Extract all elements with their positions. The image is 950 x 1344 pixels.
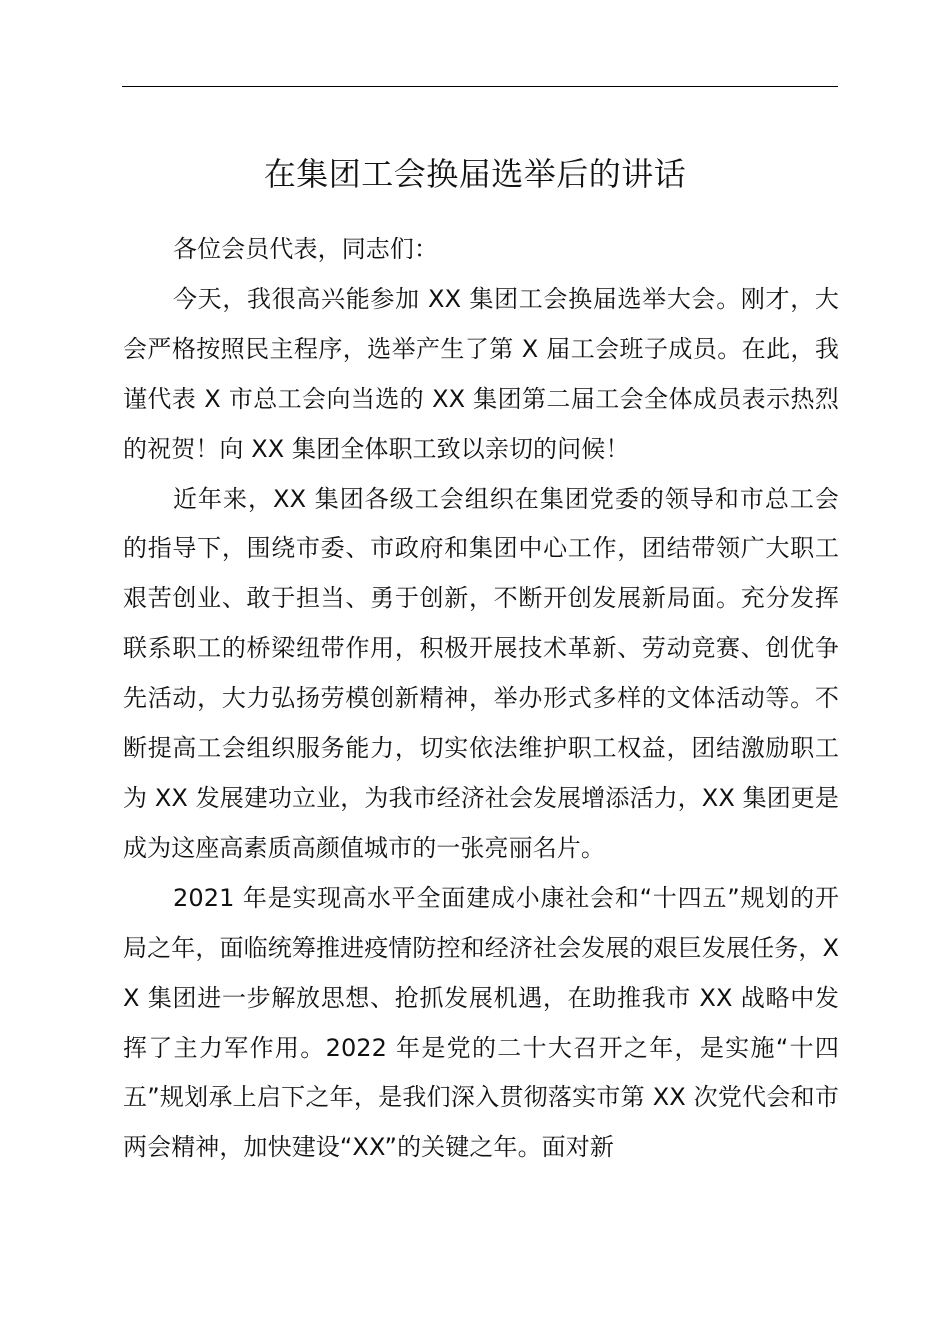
salutation-paragraph: 各位会员代表，同志们：: [173, 235, 439, 263]
body-paragraph: 2021 年是实现高水平全面建成小康社会和“十四五”规划的开局之年，面临统筹推进疫情防控和经济社会发展的艰巨发展任务，XX 集团进一步解放思想、抢抓发展机遇，在助推我市 XX 战略中发挥了主力军作用。2022 年是党的二十大召开之年，是实施“十四五”规划承上启下之年，是我们深入贯彻落实市第 XX 次党代会和市两会精神，加快建设“XX”的关键之年。面对新: [123, 883, 839, 1162]
header-rule: [122, 86, 838, 87]
document-title: 在集团工会换届选举后的讲话: [263, 155, 687, 193]
body-paragraph: 今天，我很高兴能参加 XX 集团工会换届选举大会。刚才，大会严格按照民主程序，选举产生了第 X 届工会班子成员。在此，我谨代表 X 市总工会向当选的 XX 集团第二届工会全体成员表示热烈的祝贺！向 XX 集团全体职工致以亲切的问候！: [123, 284, 839, 463]
document-body: [123, 225, 839, 1173]
body-paragraph: 近年来，XX 集团各级工会组织在集团党委的领导和市总工会的指导下，围绕市委、市政府和集团中心工作，团结带领广大职工艰苦创业、敢于担当、勇于创新，不断开创发展新局面。充分发挥联系职工的桥梁纽带作用，积极开展技术革新、劳动竞赛、创优争先活动，大力弘扬劳模创新精神，举办形式多样的文体活动等。不断提高工会组织服务能力，切实依法维护职工权益，团结激励职工为 XX 发展建功立业，为我市经济社会发展增添活力，XX 集团更是成为这座高素质高颜值城市的一张亮丽名片。: [123, 484, 839, 862]
